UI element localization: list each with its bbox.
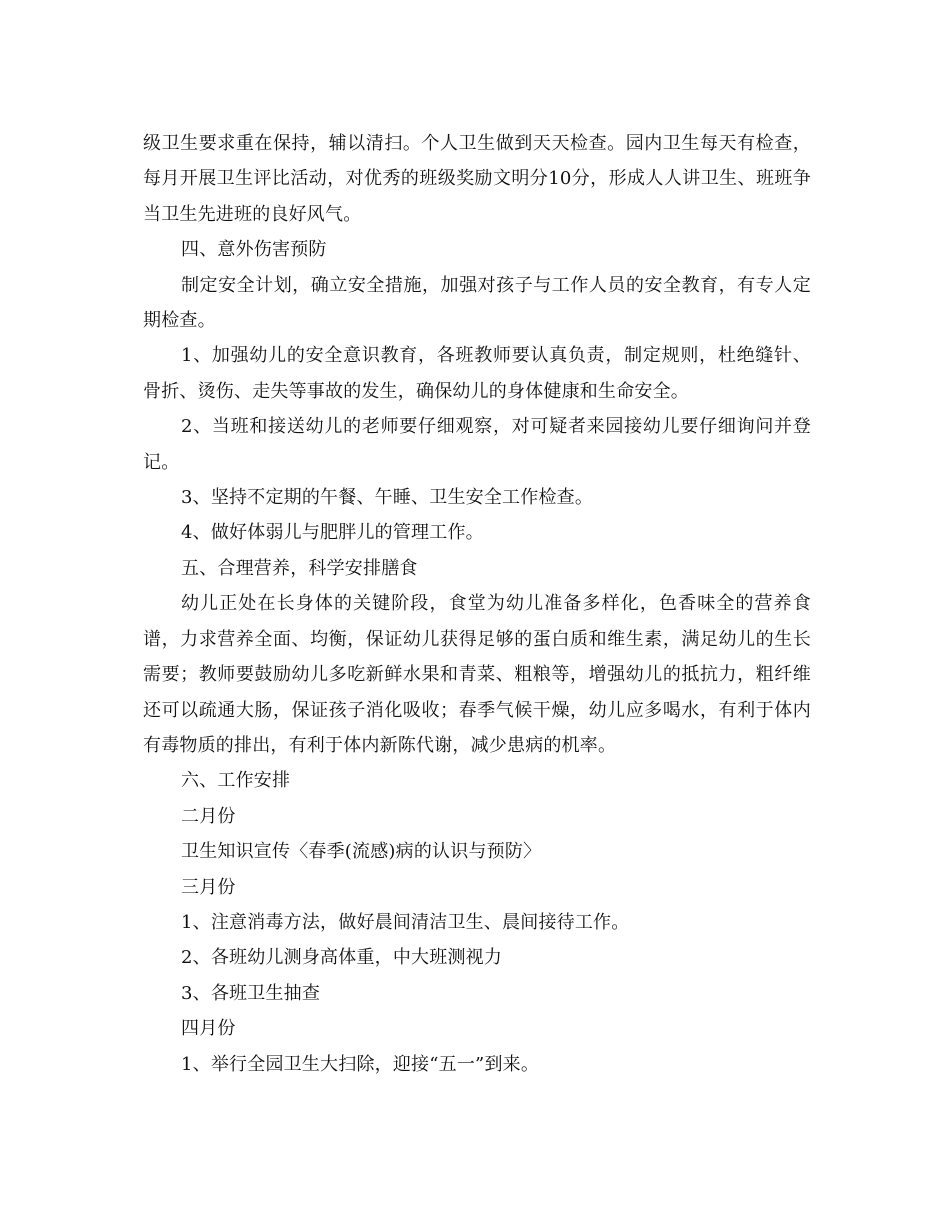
paragraph-safety-plan: 制定安全计划，确立安全措施，加强对孩子与工作人员的安全教育，有专人定期检查。 [143, 274, 811, 332]
heading-work-schedule: 六、工作安排 [181, 770, 291, 792]
heading-accident-prevention: 四、意外伤害预防 [181, 239, 327, 261]
list-item-safety-3: 3、坚持不定期的午餐、午睡、卫生安全工作检查。 [181, 487, 594, 509]
list-item-safety-4: 4、做好体弱儿与肥胖儿的管理工作。 [181, 522, 484, 544]
heading-nutrition: 五、合理营养，科学安排膳食 [181, 557, 418, 579]
list-item-march-2: 2、各班幼儿测身高体重，中大班测视力 [181, 947, 503, 969]
document-body [143, 126, 811, 1082]
list-item-march-1: 1、注意消毒方法，做好晨间清洁卫生、晨间接待工作。 [181, 911, 630, 933]
paragraph-nutrition: 幼儿正处在长身体的关键阶段，食堂为幼儿准备多样化，色香味全的营养食谱，力求营养全面、均衡，保证幼儿获得足够的蛋白质和维生素，满足幼儿的生长需要；教师要鼓励幼儿多吃新鲜水果和青菜、粗粮等，增强幼儿的抵抗力，粗纤维还可以疏通大肠，保证孩子消化吸收；春季气候干燥，幼儿应多喝水，有利于体内有毒物质的排出，有利于体内新陈代谢，减少患病的机率。 [143, 593, 811, 756]
list-item-safety-1: 1、加强幼儿的安全意识教育，各班教师要认真负责，制定规则，杜绝缝针、骨折、烫伤、走失等事故的发生，确保幼儿的身体健康和生命安全。 [143, 345, 811, 402]
month-march: 三月份 [181, 876, 236, 898]
list-item-march-3: 3、各班卫生抽查 [181, 982, 321, 1004]
list-item-april-1: 1、举行全园卫生大扫除，迎接“五一”到来。 [181, 1053, 540, 1075]
month-february: 二月份 [181, 805, 236, 827]
list-item-february-1: 卫生知识宣传〈春季(流感)病的认识与预防〉 [181, 841, 542, 863]
list-item-safety-2: 2、当班和接送幼儿的老师要仔细观察，对可疑者来园接幼儿要仔细询问并登记。 [143, 416, 811, 473]
paragraph-hygiene-continuation: 级卫生要求重在保持，辅以清扫。个人卫生做到天天检查。园内卫生每天有检查，每月开展卫生评比活动，对优秀的班级奖励文明分10分，形成人人讲卫生、班班争当卫生先进班的良好风气。 [143, 133, 811, 225]
month-april: 四月份 [181, 1018, 236, 1040]
